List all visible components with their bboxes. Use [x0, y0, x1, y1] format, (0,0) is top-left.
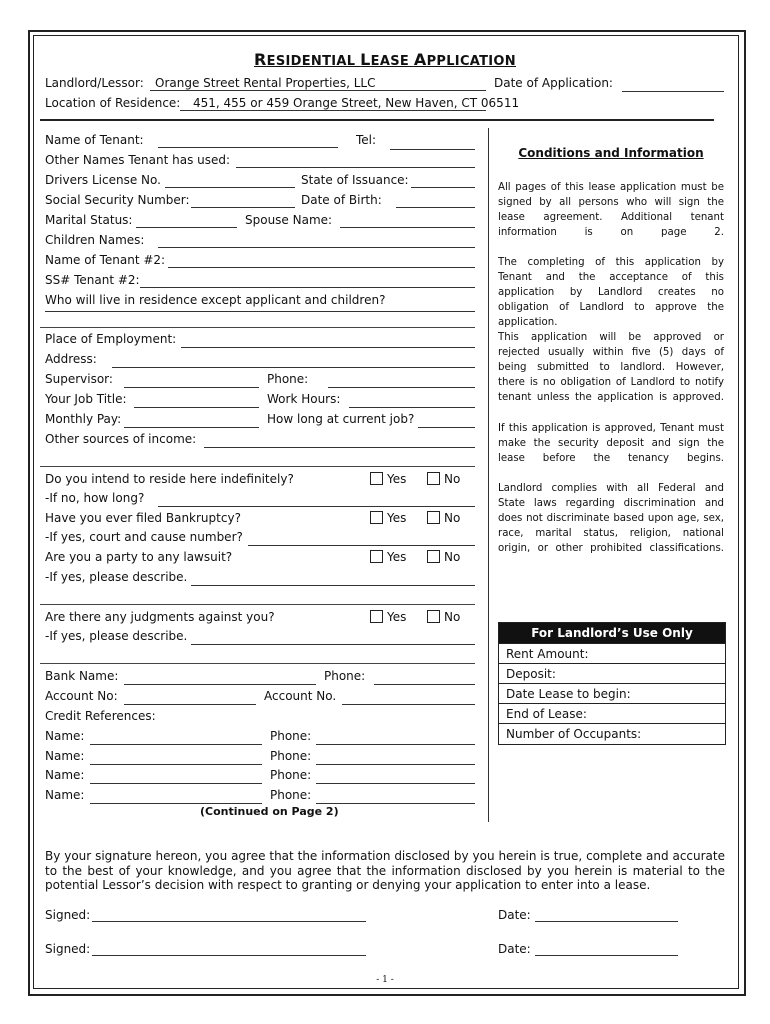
landlord-use-box	[498, 622, 726, 745]
bankruptcy-yes-checkbox[interactable]	[370, 511, 383, 524]
how-long-job-label: How long at current job?	[267, 412, 415, 426]
ssn2-field[interactable]	[140, 287, 475, 288]
tenant2-field[interactable]	[168, 267, 475, 268]
location-line[interactable]	[180, 110, 486, 111]
location-label: Location of Residence:	[45, 96, 181, 110]
conditions-paragraph: If this application is approved, Tenant must make the security deposit and sign the lease before the tenancy begins.	[498, 423, 724, 464]
reference-name-field[interactable]	[90, 803, 262, 804]
date-label: Date:	[498, 942, 531, 956]
state-field[interactable]	[411, 187, 475, 188]
tenant-name-label: Name of Tenant:	[45, 133, 144, 147]
account-no2-field[interactable]	[342, 704, 475, 705]
spouse-field[interactable]	[340, 227, 475, 228]
account-no-label: Account No:	[45, 689, 118, 703]
children-label: Children Names:	[45, 233, 145, 247]
reference-phone-label: Phone:	[270, 729, 312, 743]
state-label: State of Issuance:	[301, 173, 409, 187]
reside-no-label: No	[444, 472, 461, 486]
landlord-row-lease-begin[interactable]	[499, 683, 725, 704]
lawsuit-describe-field[interactable]	[191, 585, 475, 586]
work-hours-field[interactable]	[349, 407, 475, 408]
landlord-line[interactable]	[150, 90, 486, 91]
section-rule	[40, 327, 475, 328]
employment-place-field[interactable]	[181, 347, 475, 348]
reside-question: Do you intend to reside here indefinitely?	[45, 472, 294, 486]
landlord-row-label: Number of Occupants:	[506, 727, 642, 741]
conditions-heading: Conditions and Information	[518, 146, 704, 160]
reside-no-checkbox[interactable]	[427, 472, 440, 485]
job-title-label: Your Job Title:	[45, 392, 127, 406]
landlord-row-label: Deposit:	[506, 667, 556, 681]
court-field[interactable]	[248, 545, 475, 546]
judgments-describe-field[interactable]	[191, 644, 475, 645]
monthly-pay-field[interactable]	[124, 427, 259, 428]
landlord-row-deposit[interactable]	[499, 663, 725, 684]
conditions-paragraph: The completing of this application by Tenant and the acceptance of this application by Landlord creates no obligation of Landlord to approve the application.	[498, 257, 724, 328]
tenant-name-field[interactable]	[158, 147, 338, 148]
reference-phone-field[interactable]	[316, 744, 475, 745]
reference-name-field[interactable]	[90, 764, 262, 765]
signature-statement: By your signature hereon, you agree that the information disclosed by you herein is true, complete and accurate to the best of your knowledge, and you agree that the information disclosed by you herein is material to the potential Lessor’s decision with respect to granting or denying your application to enter into a lease.	[45, 849, 725, 892]
reference-phone-label: Phone:	[270, 768, 312, 782]
judgments-no-checkbox[interactable]	[427, 610, 440, 623]
lawsuit-describe-label: -If yes, please describe.	[45, 570, 188, 584]
other-names-label: Other Names Tenant has used:	[45, 153, 231, 167]
dob-field[interactable]	[396, 207, 475, 208]
reference-phone-label: Phone:	[270, 788, 312, 802]
signed-label: Signed:	[45, 908, 91, 922]
marital-field[interactable]	[136, 227, 237, 228]
conditions-paragraph: This application will be approved or rejected usually within five (5) days of being submitted to landlord. However, there is no obligation of Landlord to notify tenant unless the application is approved.	[498, 332, 724, 403]
tenant-tel-label: Tel:	[356, 133, 377, 147]
reference-phone-field[interactable]	[316, 803, 475, 804]
marital-label: Marital Status:	[45, 213, 133, 227]
reference-name-label: Name:	[45, 788, 85, 802]
landlord-row-end-lease[interactable]	[499, 703, 725, 724]
ssn-label: Social Security Number:	[45, 193, 190, 207]
bankruptcy-no-checkbox[interactable]	[427, 511, 440, 524]
lawsuit-no-label: No	[444, 550, 461, 564]
form-title: RESIDENTIAL LEASE APPLICATION	[254, 50, 516, 69]
reference-name-label: Name:	[45, 768, 85, 782]
address-label: Address:	[45, 352, 97, 366]
credit-references-label: Credit References:	[45, 709, 156, 723]
lawsuit-question: Are you a party to any lawsuit?	[45, 550, 233, 564]
monthly-pay-label: Monthly Pay:	[45, 412, 122, 426]
landlord-row-label: Rent Amount:	[506, 647, 589, 661]
judgments-describe-label: -If yes, please describe.	[45, 629, 188, 643]
account-no2-label: Account No.	[264, 689, 337, 703]
who-live-label: Who will live in residence except applicant and children?	[45, 293, 386, 307]
reside-yes-label: Yes	[387, 472, 407, 486]
employment-place-label: Place of Employment:	[45, 332, 177, 346]
bankruptcy-question: Have you ever filed Bankruptcy?	[45, 511, 241, 525]
reference-name-field[interactable]	[90, 783, 262, 784]
header-divider	[40, 119, 714, 121]
other-names-field[interactable]	[236, 167, 475, 168]
account-no-field[interactable]	[124, 704, 256, 705]
location-value: 451, 455 or 459 Orange Street, New Haven, CT 06511	[193, 96, 520, 110]
employer-phone-label: Phone:	[267, 372, 309, 386]
date-application-label: Date of Application:	[494, 76, 613, 90]
section-rule	[40, 466, 475, 467]
reference-name-field[interactable]	[90, 744, 262, 745]
reference-name-label: Name:	[45, 749, 85, 763]
signed-label: Signed:	[45, 942, 91, 956]
section-rule	[40, 663, 475, 664]
how-long-job-field[interactable]	[418, 427, 475, 428]
employer-phone-field[interactable]	[328, 387, 475, 388]
other-income-label: Other sources of income:	[45, 432, 197, 446]
signature-field[interactable]	[92, 921, 366, 922]
signature-field[interactable]	[92, 955, 366, 956]
reside-yes-checkbox[interactable]	[370, 472, 383, 485]
landlord-row-rent[interactable]	[499, 643, 725, 664]
dob-label: Date of Birth:	[301, 193, 382, 207]
landlord-label: Landlord/Lessor:	[45, 76, 144, 90]
spouse-label: Spouse Name:	[245, 213, 333, 227]
landlord-row-label: Date Lease to begin:	[506, 687, 631, 701]
work-hours-label: Work Hours:	[267, 392, 341, 406]
judgments-yes-checkbox[interactable]	[370, 610, 383, 623]
how-long-label: -If no, how long?	[45, 491, 145, 505]
continued-note: (Continued on Page 2)	[200, 805, 339, 818]
bank-name-field[interactable]	[124, 684, 316, 685]
license-field[interactable]	[165, 187, 295, 188]
date-label: Date:	[498, 908, 531, 922]
conditions-paragraph: All pages of this lease application must be signed by all persons who will sign the lease agreement. Additional tenant information is on page 2.	[498, 182, 724, 238]
signature-date-field[interactable]	[535, 955, 678, 956]
lawsuit-no-checkbox[interactable]	[427, 550, 440, 563]
other-income-field[interactable]	[204, 447, 475, 448]
landlord-value: Orange Street Rental Properties, LLC	[155, 76, 376, 90]
bank-phone-label: Phone:	[324, 669, 366, 683]
reference-phone-field[interactable]	[316, 764, 475, 765]
lawsuit-yes-label: Yes	[387, 550, 407, 564]
lawsuit-yes-checkbox[interactable]	[370, 550, 383, 563]
bankruptcy-yes-label: Yes	[387, 511, 407, 525]
reference-name-label: Name:	[45, 729, 85, 743]
reference-phone-label: Phone:	[270, 749, 312, 763]
landlord-row-label: End of Lease:	[506, 707, 587, 721]
reference-phone-field[interactable]	[316, 783, 475, 784]
children-field[interactable]	[158, 247, 475, 248]
ssn2-label: SS# Tenant #2:	[45, 273, 140, 287]
conditions-paragraph: Landlord complies with all Federal and State laws regarding discrimination and does not discriminate based upon age, sex, race, marital status, religion, national origin, or other prohibited classifications.	[498, 483, 724, 554]
judgments-yes-label: Yes	[387, 610, 407, 624]
tenant2-label: Name of Tenant #2:	[45, 253, 166, 267]
job-title-field[interactable]	[134, 407, 259, 408]
address-field[interactable]	[112, 367, 475, 368]
supervisor-label: Supervisor:	[45, 372, 113, 386]
who-live-field[interactable]	[45, 311, 475, 312]
page-number: - 1 -	[376, 975, 394, 985]
section-rule	[40, 604, 475, 605]
supervisor-field[interactable]	[124, 387, 259, 388]
how-long-field[interactable]	[158, 506, 475, 507]
tenant-tel-field[interactable]	[390, 149, 475, 150]
license-label: Drivers License No.	[45, 173, 161, 187]
bankruptcy-no-label: No	[444, 511, 461, 525]
judgments-question: Are there any judgments against you?	[45, 610, 275, 624]
court-label: -If yes, court and cause number?	[45, 530, 243, 544]
ssn-field[interactable]	[191, 207, 295, 208]
date-application-field[interactable]	[622, 91, 724, 92]
judgments-no-label: No	[444, 610, 461, 624]
signature-date-field[interactable]	[535, 921, 678, 922]
landlord-use-heading: For Landlord’s Use Only	[499, 623, 725, 643]
bank-name-label: Bank Name:	[45, 669, 119, 683]
bank-phone-field[interactable]	[374, 684, 475, 685]
landlord-row-occupants[interactable]	[499, 723, 725, 744]
column-divider	[488, 128, 489, 822]
